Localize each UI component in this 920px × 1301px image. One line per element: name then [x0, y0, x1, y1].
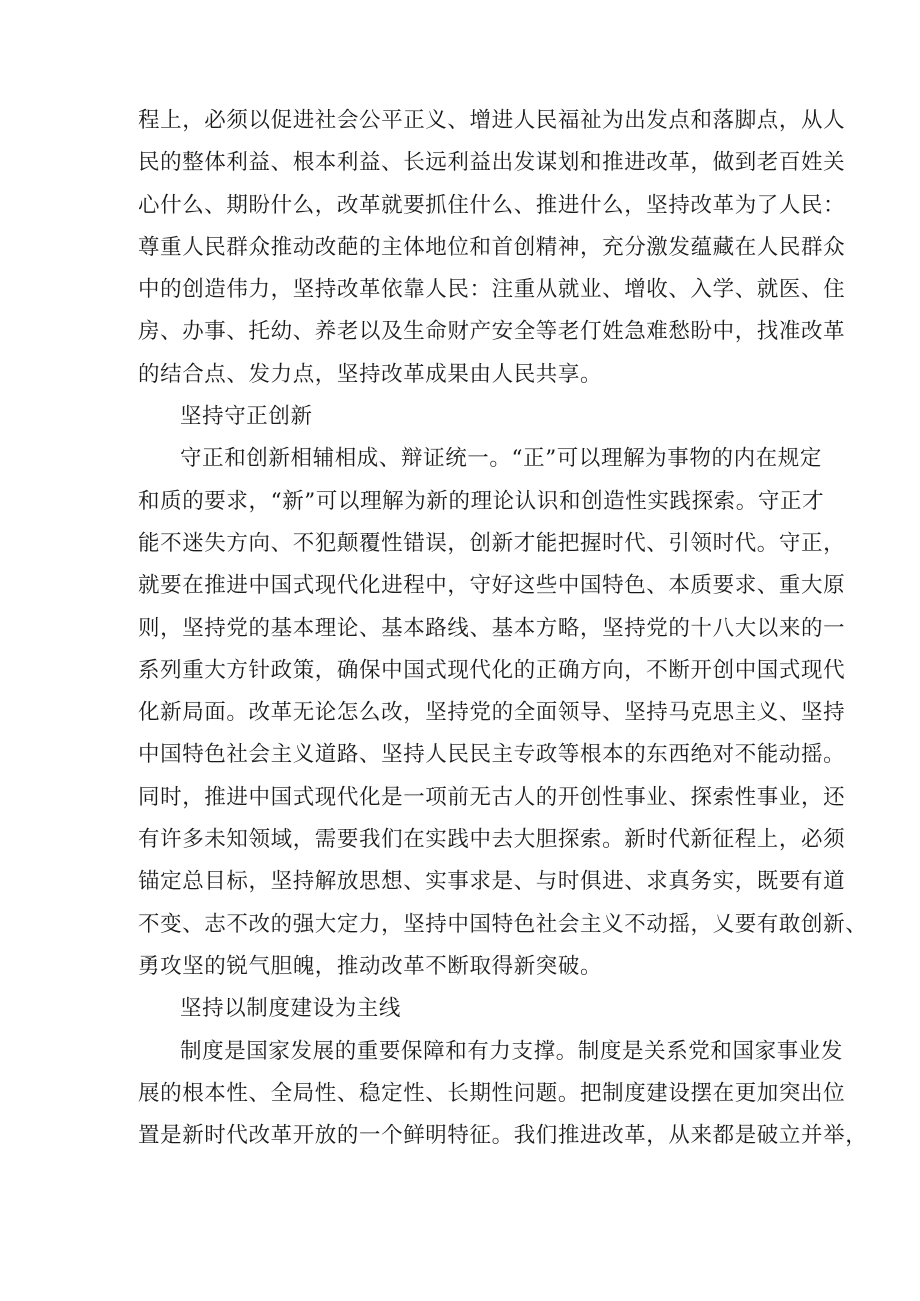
paragraph-line: 民的整体利益、根本利益、长远利益出发谋划和推进改革，做到老百姓关 [138, 150, 846, 176]
paragraph-line: 心什么、期盼什么，改革就要抓住什么、推进什么，坚持改革为了人民： [138, 192, 846, 218]
paragraph-line: 尊重人民群众推动改葩的主体地位和首创精神，充分激发蕴藏在人民群众 [138, 234, 846, 260]
paragraph-line: 房、办事、托幼、养老以及生命财产安全等老仃姓急难愁盼中，找准改革 [138, 319, 846, 345]
paragraph-line: 制度是国家发展的重要保障和有力支撑。制度是关系党和国家事业发 [180, 1038, 844, 1064]
paragraph-line: 就要在推进中国式现代化进程中，守好这些中国特色、本质要求、重大原 [138, 573, 846, 599]
paragraph-line: 展的根本性、全局性、稳定性、长期性问题。把制度建设摆在更加突出位 [138, 1080, 846, 1106]
paragraph-line: 能不迷失方向、不犯颠覆性错误，创新才能把握时代、引领时代。守正， [138, 530, 846, 556]
paragraph-line: 勇攻坚的锐气胆魄，推动改革不断取得新突破。 [138, 953, 603, 979]
paragraph-line: 守正和创新相辅相成、辩证统一。“正”可以理解为事物的内在规定 [180, 446, 822, 472]
paragraph-line: 中的创造伟力，坚持改革依靠人民：注重从就业、增收、入学、就医、住 [138, 277, 846, 303]
section-heading: 坚持守正创新 [180, 404, 313, 430]
paragraph-line: 不变、志不改的强大定力，坚持中国特色社会主义不动摇，乂要有敢创新、 [138, 911, 868, 937]
paragraph-line: 的结合点、发力点，坚持改革成果由人民共享。 [138, 361, 603, 387]
paragraph-line: 程上，必须以促进社会公平正义、增进人民福祉为出发点和落脚点，从人 [138, 108, 846, 133]
paragraph-line: 同时，推进中国式现代化是一项前无古人的开创性事业、探索性事业，还 [138, 784, 846, 810]
paragraph-line: 置是新时代改革开放的一个鲜明特征。我们推进改革，从来都是破立并举， [138, 1123, 868, 1149]
paragraph-line: 有许多未知领域，需要我们在实践中去大胆探索。新时代新征程上，必须 [138, 827, 846, 853]
paragraph-line: 锚定总目标，坚持解放思想、实事求是、与时俱进、求真务实，既要有道 [138, 869, 846, 895]
paragraph-line: 系列重大方针政策，确保中国式现代化的正确方向，不断开创中国式现代 [138, 657, 846, 683]
paragraph-line: 化新局面。改革无论怎么改，坚持党的全面领导、坚持马克思主义、坚持 [138, 700, 846, 726]
section-heading: 坚持以制度建设为主线 [180, 996, 402, 1022]
paragraph-line: 中国特色社会主义道路、坚持人民民主专政等根本的东西绝对不能动摇。 [138, 742, 846, 768]
paragraph-line: 和质的要求，“新”可以理解为新的理论认识和创造性实践探索。守正才 [138, 488, 825, 514]
document-body [138, 100, 868, 1157]
paragraph-line: 则，坚持党的基本理论、基本路线、基本方略，坚持党的十八大以来的一 [138, 615, 846, 641]
